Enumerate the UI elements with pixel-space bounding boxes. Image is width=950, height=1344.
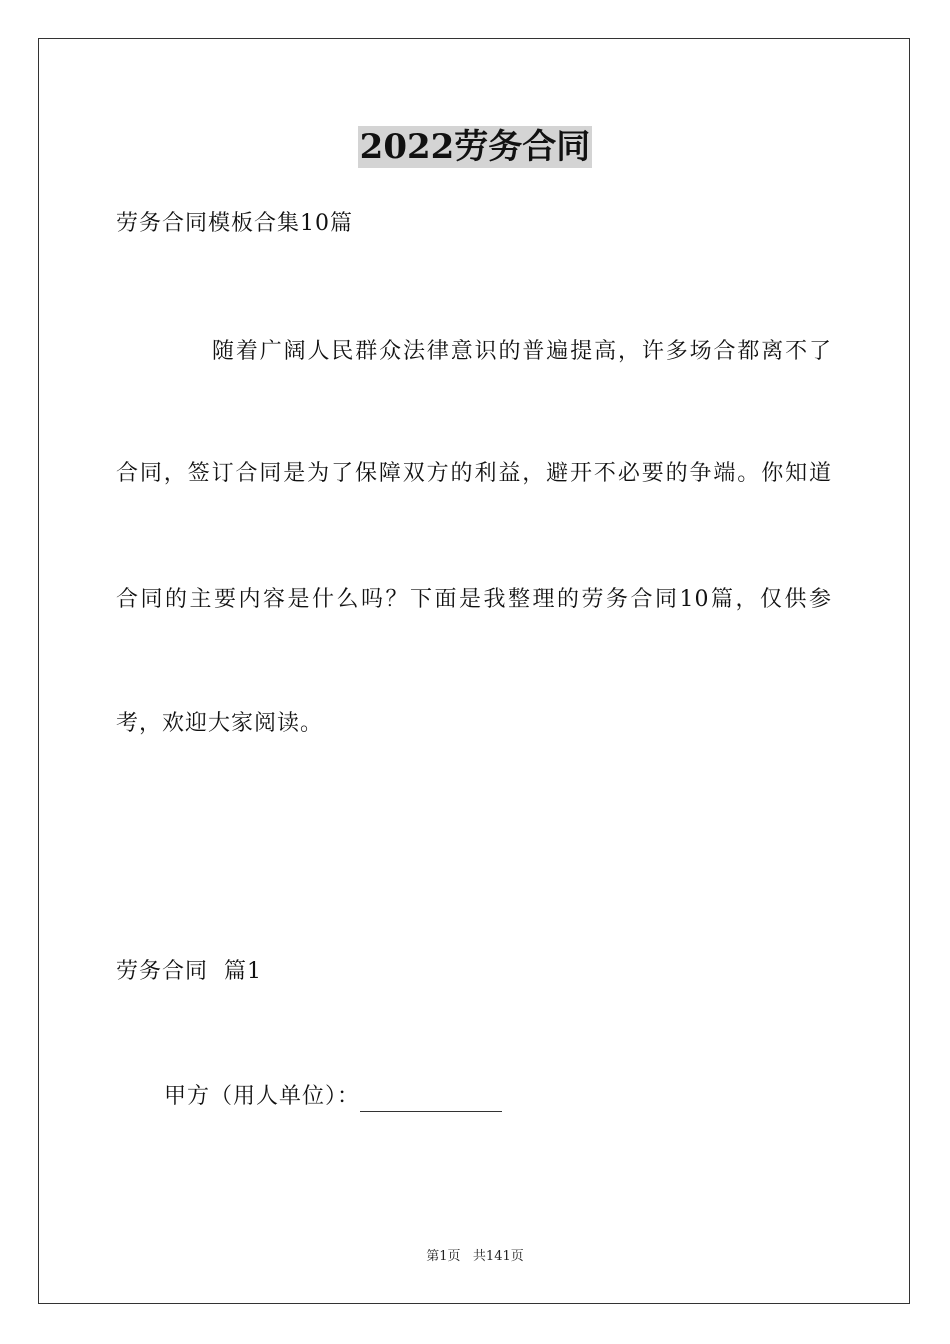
document-title: 2022劳务合同 [359, 127, 591, 167]
intro-line-2: 合同，签订合同是为了保障双方的利益，避开不必要的争端。你知道 [116, 461, 832, 486]
party-a-blank-field[interactable] [360, 1089, 502, 1112]
intro-line-3: 合同的主要内容是什么吗？下面是我整理的劳务合同10篇，仅供参 [116, 587, 832, 612]
intro-line-1: 随着广阔人民群众法律意识的普遍提高，许多场合都离不了 [212, 339, 832, 364]
title-container [0, 126, 950, 168]
party-a-label: 甲方（用人单位）： [164, 1084, 361, 1109]
intro-line-4: 考，欢迎大家阅读。 [116, 711, 324, 736]
section-heading: 劳务合同 篇1 [116, 959, 262, 984]
page-footer: 第1页 共141页 [426, 1249, 524, 1264]
party-a-row [164, 1082, 502, 1112]
document-subtitle: 劳务合同模板合集10篇 [116, 211, 353, 236]
